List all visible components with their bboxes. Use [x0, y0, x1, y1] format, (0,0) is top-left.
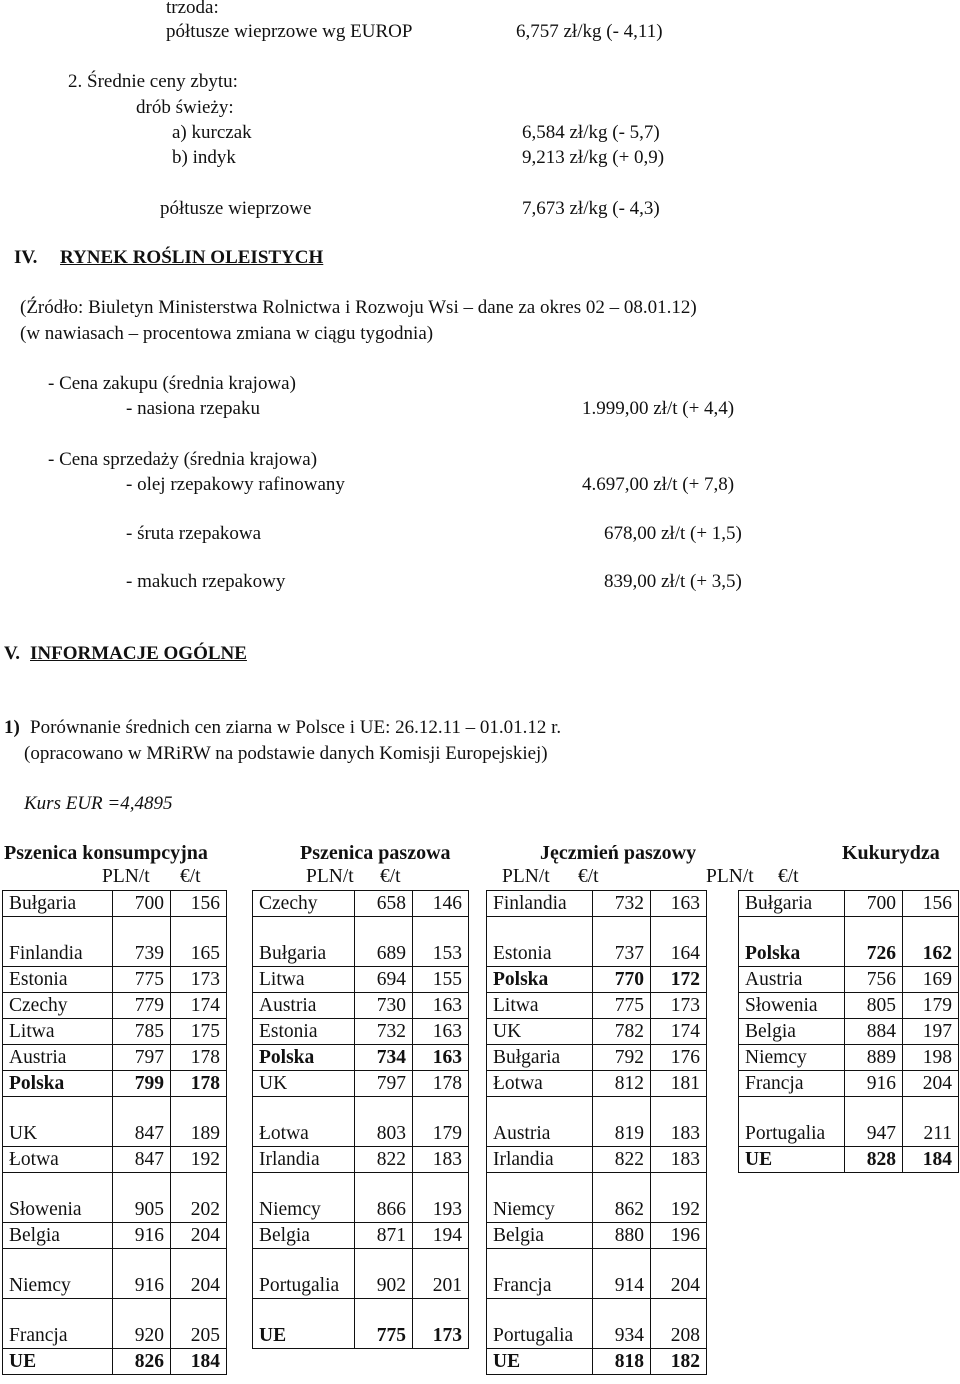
- country-cell: Litwa: [3, 1019, 113, 1045]
- price-eur-cell: 204: [171, 1249, 227, 1299]
- price-pln-cell: 916: [113, 1223, 171, 1249]
- price-eur-cell: 178: [171, 1045, 227, 1071]
- table-row: [253, 1173, 469, 1223]
- table-kukurydza: [738, 890, 959, 1173]
- price-pln-cell: 934: [593, 1299, 651, 1349]
- table-title-pszenica-konsumpcyjna: Pszenica konsumpcyjna: [4, 842, 208, 864]
- table-row: [3, 1045, 227, 1071]
- price-eur-cell: 164: [651, 917, 707, 967]
- indyk-label: b) indyk: [172, 147, 236, 168]
- price-eur-cell: 179: [413, 1097, 469, 1147]
- country-cell: Finlandia: [487, 891, 593, 917]
- price-eur-cell: 165: [171, 917, 227, 967]
- price-eur-cell: 205: [171, 1299, 227, 1349]
- price-pln-cell: 658: [355, 891, 413, 917]
- polstusze-value: 7,673 zł/kg (- 4,3): [522, 198, 660, 219]
- table-row: [3, 1019, 227, 1045]
- country-cell: Polska: [3, 1071, 113, 1097]
- table-row: [253, 1019, 469, 1045]
- table-row: [253, 1249, 469, 1299]
- section-iv-title: RYNEK ROŚLIN OLEISTYCH: [60, 247, 324, 268]
- price-eur-cell: 174: [171, 993, 227, 1019]
- price-pln-cell: 862: [593, 1173, 651, 1223]
- country-cell: UE: [253, 1299, 355, 1349]
- polstusze-label: półtusze wieprzowe: [160, 198, 312, 219]
- country-cell: Austria: [739, 967, 845, 993]
- country-cell: UE: [739, 1147, 845, 1173]
- table-row: [487, 1019, 707, 1045]
- indyk-value: 9,213 zł/kg (+ 0,9): [522, 147, 665, 168]
- price-eur-cell: 178: [413, 1071, 469, 1097]
- table-row: [487, 1223, 707, 1249]
- country-cell: Litwa: [487, 993, 593, 1019]
- table-row: [487, 1097, 707, 1147]
- price-eur-cell: 173: [413, 1299, 469, 1349]
- table-pszenica-konsumpcyjna: [2, 890, 227, 1375]
- table-row: [253, 967, 469, 993]
- country-cell: UK: [487, 1019, 593, 1045]
- unit-pln-4: PLN/t: [706, 866, 754, 887]
- table-row: [3, 1071, 227, 1097]
- table-row: [487, 1349, 707, 1375]
- price-pln-cell: 785: [113, 1019, 171, 1045]
- price-eur-cell: 192: [171, 1147, 227, 1173]
- country-cell: Portugalia: [253, 1249, 355, 1299]
- table-row: [739, 891, 959, 917]
- price-eur-cell: 183: [651, 1097, 707, 1147]
- price-eur-cell: 178: [171, 1071, 227, 1097]
- country-cell: Łotwa: [3, 1147, 113, 1173]
- table-row: [3, 967, 227, 993]
- table-row: [487, 993, 707, 1019]
- price-pln-cell: 818: [593, 1349, 651, 1375]
- polstusze-europ-label: półtusze wieprzowe wg EUROP: [166, 21, 413, 42]
- item1-note: (opracowano w MRiRW na podstawie danych Komisji Europejskiej): [24, 743, 548, 764]
- table-row: [487, 1173, 707, 1223]
- price-eur-cell: 192: [651, 1173, 707, 1223]
- price-pln-cell: 905: [113, 1173, 171, 1223]
- table-row: [739, 1071, 959, 1097]
- table-row: [253, 1299, 469, 1349]
- olej-rzepakowy-label: - olej rzepakowy rafinowany: [126, 474, 345, 495]
- price-eur-cell: 173: [171, 967, 227, 993]
- country-cell: Bułgaria: [487, 1045, 593, 1071]
- table-row: [253, 1097, 469, 1147]
- table-row: [3, 1249, 227, 1299]
- price-eur-cell: 176: [651, 1045, 707, 1071]
- price-pln-cell: 871: [355, 1223, 413, 1249]
- unit-pln-3: PLN/t: [502, 866, 550, 887]
- price-pln-cell: 730: [355, 993, 413, 1019]
- section-v-title: INFORMACJE OGÓLNE: [30, 643, 247, 664]
- country-cell: Austria: [487, 1097, 593, 1147]
- country-cell: Austria: [253, 993, 355, 1019]
- country-cell: Francja: [3, 1299, 113, 1349]
- table-row: [487, 1045, 707, 1071]
- country-cell: Polska: [739, 917, 845, 967]
- country-cell: Niemcy: [739, 1045, 845, 1071]
- table-row: [253, 993, 469, 1019]
- price-pln-cell: 847: [113, 1097, 171, 1147]
- price-pln-cell: 792: [593, 1045, 651, 1071]
- item1-number: 1): [4, 717, 20, 738]
- country-cell: UE: [487, 1349, 593, 1375]
- price-pln-cell: 726: [845, 917, 903, 967]
- price-eur-cell: 156: [903, 891, 959, 917]
- table-row: [487, 1147, 707, 1173]
- price-eur-cell: 184: [171, 1349, 227, 1375]
- price-pln-cell: 889: [845, 1045, 903, 1071]
- table-pszenica-paszowa: [252, 890, 469, 1349]
- country-cell: Niemcy: [253, 1173, 355, 1223]
- table-jeczmien-paszowy: [486, 890, 707, 1375]
- price-pln-cell: 902: [355, 1249, 413, 1299]
- unit-pln-1: PLN/t: [102, 866, 150, 887]
- price-pln-cell: 866: [355, 1173, 413, 1223]
- price-pln-cell: 700: [113, 891, 171, 917]
- price-eur-cell: 172: [651, 967, 707, 993]
- price-eur-cell: 173: [651, 993, 707, 1019]
- price-eur-cell: 204: [171, 1223, 227, 1249]
- price-pln-cell: 880: [593, 1223, 651, 1249]
- price-eur-cell: 155: [413, 967, 469, 993]
- price-eur-cell: 189: [171, 1097, 227, 1147]
- table-title-pszenica-paszowa: Pszenica paszowa: [300, 842, 451, 864]
- price-pln-cell: 805: [845, 993, 903, 1019]
- table-row: [3, 917, 227, 967]
- country-cell: Bułgaria: [3, 891, 113, 917]
- table-row: [487, 1071, 707, 1097]
- price-eur-cell: 175: [171, 1019, 227, 1045]
- price-pln-cell: 916: [845, 1071, 903, 1097]
- country-cell: UK: [253, 1071, 355, 1097]
- table-row: [487, 891, 707, 917]
- table-row: [3, 1147, 227, 1173]
- grain-price-table: [738, 890, 959, 1173]
- country-cell: Bułgaria: [253, 917, 355, 967]
- item1-text: Porównanie średnich cen ziarna w Polsce i UE: 26.12.11 – 01.01.12 r.: [30, 717, 562, 738]
- price-pln-cell: 947: [845, 1097, 903, 1147]
- table-row: [3, 1223, 227, 1249]
- table-row: [253, 891, 469, 917]
- country-cell: Litwa: [253, 967, 355, 993]
- price-pln-cell: 826: [113, 1349, 171, 1375]
- price-pln-cell: 812: [593, 1071, 651, 1097]
- country-cell: Słowenia: [3, 1173, 113, 1223]
- price-pln-cell: 916: [113, 1249, 171, 1299]
- table-row: [739, 1019, 959, 1045]
- country-cell: Francja: [487, 1249, 593, 1299]
- table-row: [739, 993, 959, 1019]
- price-eur-cell: 181: [651, 1071, 707, 1097]
- section-iv-number: IV.: [14, 247, 38, 268]
- price-pln-cell: 819: [593, 1097, 651, 1147]
- price-pln-cell: 782: [593, 1019, 651, 1045]
- table-row: [3, 891, 227, 917]
- price-pln-cell: 689: [355, 917, 413, 967]
- country-cell: UE: [3, 1349, 113, 1375]
- price-eur-cell: 202: [171, 1173, 227, 1223]
- country-cell: Estonia: [487, 917, 593, 967]
- table-row: [487, 917, 707, 967]
- polstusze-europ-value: 6,757 zł/kg (- 4,11): [516, 21, 663, 42]
- kurczak-value: 6,584 zł/kg (- 5,7): [522, 122, 660, 143]
- price-eur-cell: 179: [903, 993, 959, 1019]
- country-cell: Irlandia: [487, 1147, 593, 1173]
- table-row: [253, 1147, 469, 1173]
- price-eur-cell: 163: [413, 993, 469, 1019]
- price-pln-cell: 822: [355, 1147, 413, 1173]
- price-pln-cell: 779: [113, 993, 171, 1019]
- price-pln-cell: 799: [113, 1071, 171, 1097]
- price-eur-cell: 198: [903, 1045, 959, 1071]
- country-cell: Polska: [487, 967, 593, 993]
- price-pln-cell: 700: [845, 891, 903, 917]
- unit-eur-4: €/t: [778, 866, 799, 887]
- country-cell: Estonia: [3, 967, 113, 993]
- price-eur-cell: 208: [651, 1299, 707, 1349]
- price-pln-cell: 737: [593, 917, 651, 967]
- table-row: [3, 1097, 227, 1147]
- heading-srednie-ceny: 2. Średnie ceny zbytu:: [68, 71, 238, 92]
- unit-eur-3: €/t: [578, 866, 599, 887]
- price-pln-cell: 775: [113, 967, 171, 993]
- country-cell: Belgia: [739, 1019, 845, 1045]
- country-cell: Belgia: [487, 1223, 593, 1249]
- price-eur-cell: 193: [413, 1173, 469, 1223]
- price-pln-cell: 694: [355, 967, 413, 993]
- makuch-rzepakowy-label: - makuch rzepakowy: [126, 571, 286, 592]
- price-eur-cell: 184: [903, 1147, 959, 1173]
- table-row: [253, 917, 469, 967]
- price-eur-cell: 163: [651, 891, 707, 917]
- kurs-eur: Kurs EUR =4,4895: [24, 793, 173, 814]
- price-eur-cell: 196: [651, 1223, 707, 1249]
- cena-sprzedazy-label: - Cena sprzedaży (średnia krajowa): [48, 449, 318, 470]
- country-cell: Finlandia: [3, 917, 113, 967]
- table-row: [3, 1299, 227, 1349]
- country-cell: Belgia: [3, 1223, 113, 1249]
- price-eur-cell: 204: [903, 1071, 959, 1097]
- table-row: [3, 993, 227, 1019]
- country-cell: Portugalia: [487, 1299, 593, 1349]
- table-row: [3, 1173, 227, 1223]
- table-row: [739, 967, 959, 993]
- price-pln-cell: 884: [845, 1019, 903, 1045]
- country-cell: Słowenia: [739, 993, 845, 1019]
- price-eur-cell: 163: [413, 1019, 469, 1045]
- price-pln-cell: 920: [113, 1299, 171, 1349]
- country-cell: Francja: [739, 1071, 845, 1097]
- price-pln-cell: 770: [593, 967, 651, 993]
- table-row: [739, 917, 959, 967]
- country-cell: Irlandia: [253, 1147, 355, 1173]
- drob-label: drób świeży:: [136, 97, 234, 118]
- country-cell: UK: [3, 1097, 113, 1147]
- price-pln-cell: 847: [113, 1147, 171, 1173]
- price-eur-cell: 201: [413, 1249, 469, 1299]
- price-pln-cell: 914: [593, 1249, 651, 1299]
- table-row: [739, 1147, 959, 1173]
- country-cell: Polska: [253, 1045, 355, 1071]
- makuch-rzepakowy-value: 839,00 zł/t (+ 3,5): [604, 571, 742, 592]
- country-cell: Niemcy: [487, 1173, 593, 1223]
- unit-eur-1: €/t: [180, 866, 201, 887]
- kurczak-label: a) kurczak: [172, 122, 252, 143]
- country-cell: Estonia: [253, 1019, 355, 1045]
- country-cell: Czechy: [253, 891, 355, 917]
- price-eur-cell: 153: [413, 917, 469, 967]
- nasiona-rzepaku-label: - nasiona rzepaku: [126, 398, 260, 419]
- country-cell: Łotwa: [487, 1071, 593, 1097]
- price-eur-cell: 162: [903, 917, 959, 967]
- price-eur-cell: 182: [651, 1349, 707, 1375]
- price-eur-cell: 211: [903, 1097, 959, 1147]
- sruta-rzepakowa-label: - śruta rzepakowa: [126, 523, 262, 544]
- table-title-jeczmien-paszowy: Jęczmień paszowy: [540, 842, 697, 864]
- country-cell: Łotwa: [253, 1097, 355, 1147]
- price-pln-cell: 732: [593, 891, 651, 917]
- price-eur-cell: 163: [413, 1045, 469, 1071]
- grain-price-table: [252, 890, 469, 1349]
- price-eur-cell: 194: [413, 1223, 469, 1249]
- grain-price-table: [2, 890, 227, 1375]
- price-eur-cell: 204: [651, 1249, 707, 1299]
- section-iv-note: (w nawiasach – procentowa zmiana w ciągu tygodnia): [20, 323, 434, 344]
- country-cell: Austria: [3, 1045, 113, 1071]
- price-pln-cell: 756: [845, 967, 903, 993]
- price-pln-cell: 739: [113, 917, 171, 967]
- olej-rzepakowy-value: 4.697,00 zł/t (+ 7,8): [582, 474, 735, 495]
- price-pln-cell: 828: [845, 1147, 903, 1173]
- table-row: [3, 1349, 227, 1375]
- country-cell: Czechy: [3, 993, 113, 1019]
- price-eur-cell: 146: [413, 891, 469, 917]
- country-cell: Belgia: [253, 1223, 355, 1249]
- price-pln-cell: 803: [355, 1097, 413, 1147]
- table-title-kukurydza: Kukurydza: [842, 842, 940, 864]
- price-eur-cell: 156: [171, 891, 227, 917]
- unit-eur-2: €/t: [380, 866, 401, 887]
- price-pln-cell: 822: [593, 1147, 651, 1173]
- price-eur-cell: 183: [651, 1147, 707, 1173]
- price-pln-cell: 732: [355, 1019, 413, 1045]
- table-row: [739, 1097, 959, 1147]
- country-cell: Portugalia: [739, 1097, 845, 1147]
- table-row: [487, 1299, 707, 1349]
- table-row: [739, 1045, 959, 1071]
- price-pln-cell: 734: [355, 1045, 413, 1071]
- nasiona-rzepaku-value: 1.999,00 zł/t (+ 4,4): [582, 398, 735, 419]
- trzoda-label: trzoda:: [166, 0, 219, 18]
- country-cell: Bułgaria: [739, 891, 845, 917]
- table-row: [253, 1045, 469, 1071]
- price-pln-cell: 797: [355, 1071, 413, 1097]
- price-eur-cell: 197: [903, 1019, 959, 1045]
- unit-pln-2: PLN/t: [306, 866, 354, 887]
- table-row: [253, 1223, 469, 1249]
- price-pln-cell: 775: [355, 1299, 413, 1349]
- price-eur-cell: 174: [651, 1019, 707, 1045]
- price-pln-cell: 797: [113, 1045, 171, 1071]
- price-eur-cell: 183: [413, 1147, 469, 1173]
- table-row: [253, 1071, 469, 1097]
- section-iv-source: (Źródło: Biuletyn Ministerstwa Rolnictwa i Rozwoju Wsi – dane za okres 02 – 08.01.12): [20, 297, 697, 318]
- table-row: [487, 967, 707, 993]
- sruta-rzepakowa-value: 678,00 zł/t (+ 1,5): [604, 523, 742, 544]
- price-eur-cell: 169: [903, 967, 959, 993]
- section-v-number: V.: [4, 643, 21, 664]
- price-pln-cell: 775: [593, 993, 651, 1019]
- table-row: [487, 1249, 707, 1299]
- country-cell: Niemcy: [3, 1249, 113, 1299]
- grain-price-table: [486, 890, 707, 1375]
- cena-zakupu-label: - Cena zakupu (średnia krajowa): [48, 373, 296, 394]
